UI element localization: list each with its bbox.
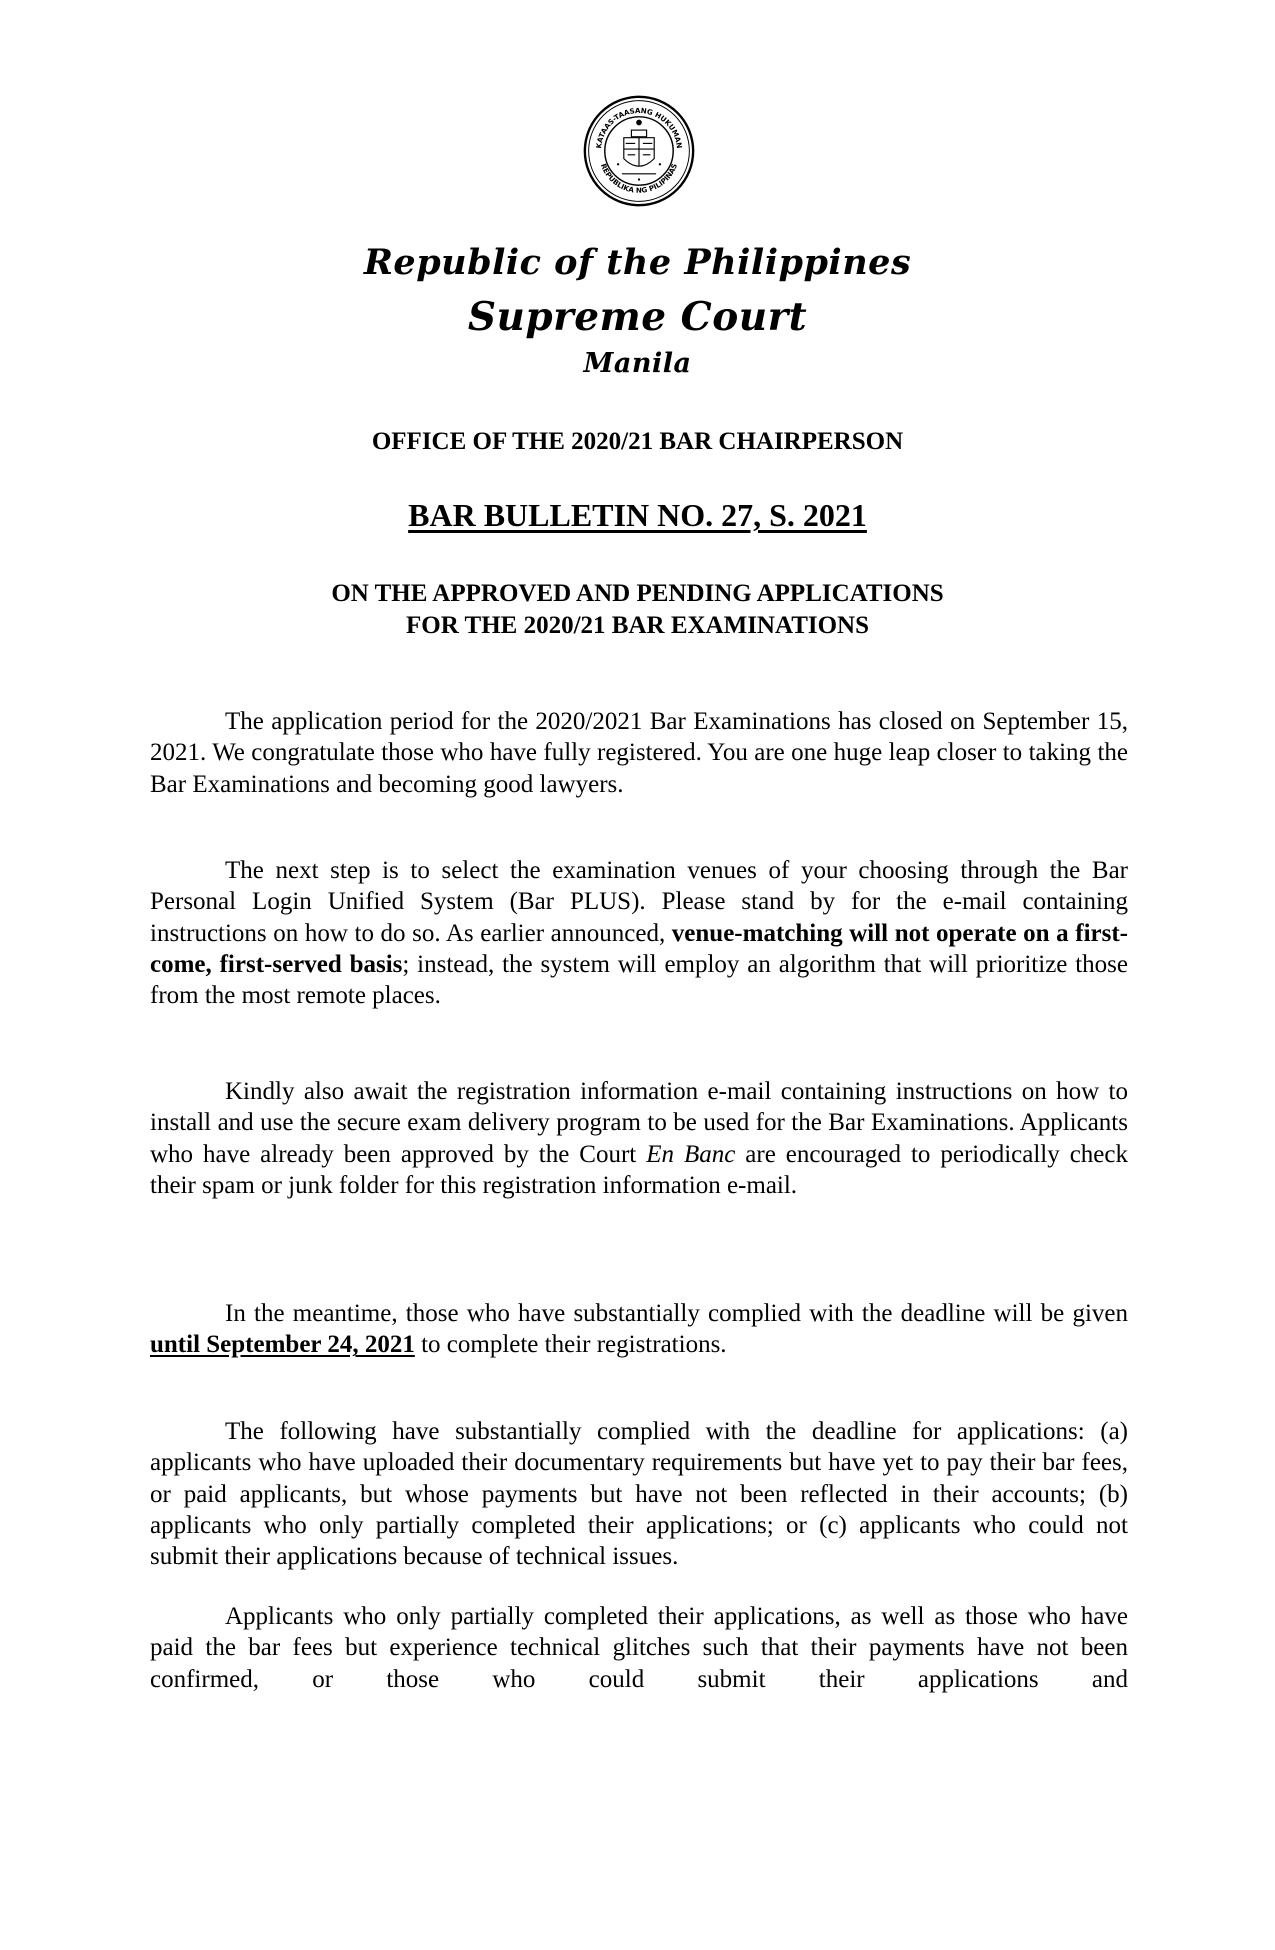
header-republic: Republic of the Philippines [363, 242, 912, 283]
subject-line-1: ON THE APPROVED AND PENDING APPLICATIONS [331, 580, 944, 607]
paragraph-2-text-b: ; instead, the system will employ an algorithm that will prioritize those from the most remote places. [150, 950, 1128, 1010]
paragraph-2 [150, 855, 1128, 1011]
svg-text:KATAAS-TAASANG HUKUMAN: KATAAS-TAASANG HUKUMAN [594, 105, 684, 149]
paragraph-1: The application period for the 2020/2021 Bar Examinations has closed on September 15, 2021. We congratulate those who have fully registered. You are one huge leap closer to taking the Bar Examinations and becoming good lawyers. [150, 708, 1128, 798]
bulletin-title: BAR BULLETIN NO. 27, S. 2021 [408, 497, 867, 533]
subject-line-2: FOR THE 2020/21 BAR EXAMINATIONS [405, 612, 869, 639]
paragraph-2-bold: venue-matching will not operate on a first-come, first-served basis [150, 919, 1128, 978]
paragraph-4 [150, 1298, 1128, 1361]
paragraph-4-text-b: to complete their registrations. [414, 1331, 727, 1359]
paragraph-6: Applicants who only partially completed their applications, as well as those who have paid the bar fees but experience technical glitches such that their payments have not been confirmed, or those who could submit their applications and [150, 1603, 1128, 1693]
svg-text:REPUBLIKA NG PILIPINAS: REPUBLIKA NG PILIPINAS [598, 162, 680, 195]
paragraph-3-text-a: Kindly also await the registration information e-mail containing instructions on how to install and use the secure exam delivery program to be used for the Bar Examinations. Applicants who have already been approved by the Court [150, 1078, 1128, 1168]
paragraph-3-text-b: are encouraged to periodically check their spam or junk folder for this registration information e-mail. [150, 1140, 1129, 1199]
paragraph-4-text-a: In the meantime, those who have substantially complied with the deadline will be given [225, 1300, 1128, 1327]
subject-heading [0, 578, 1275, 642]
header-supreme-court: Supreme Court [467, 294, 808, 340]
paragraph-3-italic: En Banc [646, 1140, 736, 1168]
paragraph-3 [150, 1076, 1128, 1201]
paragraph-5: The following have substantially complied with the deadline for applications: (a) applicants who have uploaded their documentary requirements but have yet to pay their bar fees, or paid applicants, but whose payments but have not been reflected in their accounts; (b) applicants who only partially completed their applications; or (c) applicants who could not submit their applications because of technical issues. [150, 1418, 1128, 1571]
supreme-court-seal [582, 94, 696, 208]
deadline-date: until September 24, 2021 [150, 1331, 415, 1359]
header-manila: Manila [583, 348, 692, 379]
paragraph-2-text-a: The next step is to select the examination venues of your choosing through the Bar Personal Login Unified System (Bar PLUS). Please stand by for the e-mail containing instructions on how to do so. As earlier announced, [150, 857, 1128, 947]
office-title: OFFICE OF THE 2020/21 BAR CHAIRPERSON [371, 428, 904, 455]
